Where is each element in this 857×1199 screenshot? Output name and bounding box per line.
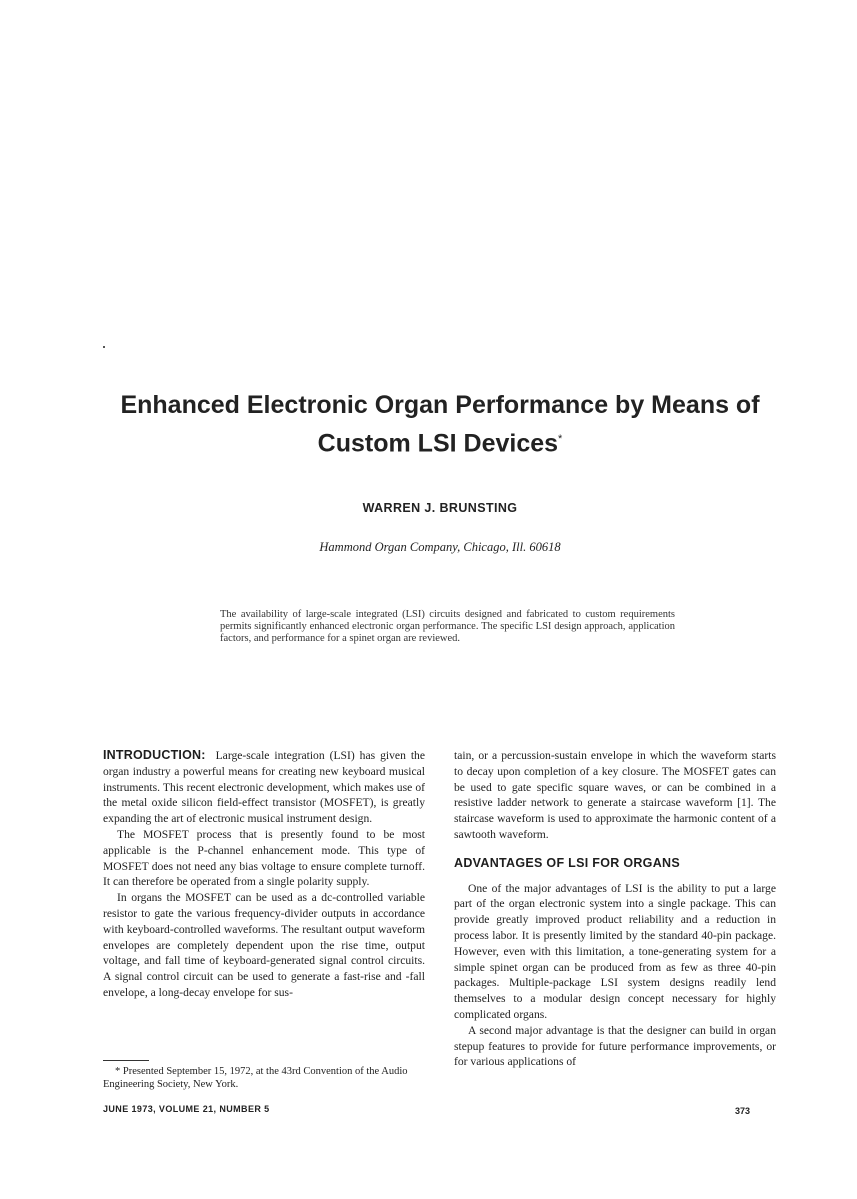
page-number: 373 (735, 1106, 751, 1116)
section-heading-introduction: INTRODUCTION: (103, 748, 206, 762)
title-line-2: Custom LSI Devices (317, 429, 559, 458)
intro-text: Large-scale integration (LSI) has given the organ industry a powerful means for creating new keyboard musical instruments. This recent electronic development, which makes use of the metal oxide silicon field-effect transistor (MOSFET), is greatly expanding the art of electronic musical instrument design. (103, 749, 425, 826)
paragraph-second-advantage: A second major advantage is that the designer can build in organ stepup features to provide for future performance improvements, or for various applications of (454, 1023, 776, 1069)
scan-speck (103, 346, 105, 348)
right-column (454, 748, 776, 1070)
title-footnote-mark: * (558, 433, 563, 445)
running-footer: JUNE 1973, VOLUME 21, NUMBER 5 (103, 1104, 270, 1114)
paragraph-continued: tain, or a percussion-sustain envelope in which the waveform starts to decay upon completion of a key closure. The MOSFET gates can be used to gate specific square waves, or can be combined in a resistive ladder network to generate a staircase waveform [1]. The staircase waveform is used to approximate the harmonic content of a sawtooth waveform. (454, 749, 776, 841)
left-column (103, 748, 425, 1001)
intro-paragraph (103, 748, 425, 827)
article-title (60, 388, 820, 460)
paragraph-mosfet-process: The MOSFET process that is presently found to be most applicable is the P-channel enhancement mode. This type of MOSFET does not need any bias voltage to ensure complete turnoff. It can therefore be operated from a single polarity supply. (103, 827, 425, 889)
section-heading-advantages: ADVANTAGES OF LSI FOR ORGANS (454, 855, 680, 870)
footnote-rule (103, 1060, 149, 1061)
paragraph-major-advantage: One of the major advantages of LSI is the ability to put a large part of the organ electronic system into a single package. This can provide greatly improved product reliability and a reduction in process labor. It is presently limited by the standard 40-pin package. However, even with this limitation, a tone-generating system for a simple spinet organ can be produced from as few as three 40-pin packages. Multiple-package LSI system designs readily lend themselves to a modular design concept necessary for highly complicated organs. (454, 881, 776, 1021)
footnote: * Presented September 15, 1972, at the 43rd Convention of the Audio Engineering Society, New York. (103, 1066, 408, 1090)
author-affiliation: Hammond Organ Company, Chicago, Ill. 60618 (319, 540, 561, 554)
title-line-1: Enhanced Electronic Organ Performance by Means of (120, 391, 760, 419)
author-name: WARREN J. BRUNSTING (362, 501, 518, 515)
paragraph-mosfet-organs: In organs the MOSFET can be used as a dc-controlled variable resistor to gate the various frequency-divider outputs in accordance with keyboard-controlled waveforms. The resultant output waveform envelopes are completely dependent upon the rise time, output voltage, and fall time of keyboard-generated signal control circuits. A signal control circuit can be used to generate a fast-rise and -fall envelope, a long-decay envelope for sus- (103, 891, 425, 999)
abstract: The availability of large-scale integrated (LSI) circuits designed and fabricated to custom requirements permits significantly enhanced electronic organ performance. The specific LSI design approach, application factors, and performance for a spinet organ are reviewed. (220, 609, 675, 645)
